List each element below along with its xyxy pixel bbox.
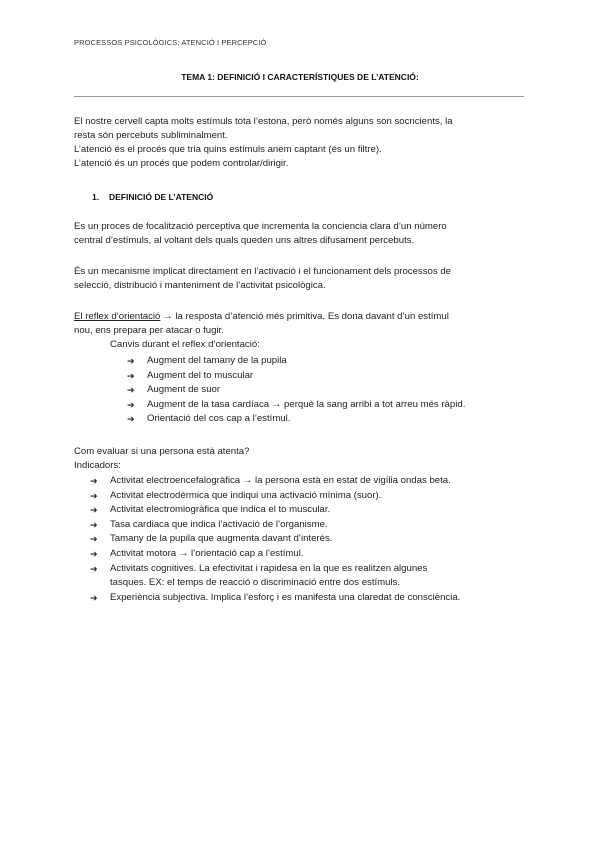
title-divider: [74, 96, 524, 97]
arrow-bullet-icon: ➔: [90, 490, 98, 501]
reflex-changes-list: [127, 354, 465, 427]
list-item: ➔ Activitat electroencefalogràfica → la persona està en estat de vigília ondas beta.: [90, 474, 460, 489]
section-number: 1.: [92, 192, 100, 202]
intro-line: L’atenció és un procés que podem controlar/dirigir.: [74, 158, 289, 169]
indicators-list: [90, 474, 460, 605]
evaluate-question: Com evaluar si una persona està atenta?: [74, 446, 250, 457]
definition-line: selecció, distribució i manteniment de l’activitat psicològica.: [74, 280, 326, 291]
list-item: ➔ Augment del tamany de la pupila: [127, 354, 465, 369]
list-item: ➔ Activitats cognitives. La efectivitat i rapidesa en la que es realitzen algunes tasques. EX: el temps de reacció o discriminació entre dos estímuls.: [90, 562, 460, 591]
reflex-changes-label: Canvis durant el reflex d’orientació:: [110, 339, 260, 350]
definition-line: És un mecanisme implicat directament en l’activació i el funcionament dels processos de: [74, 266, 451, 277]
reflex-term: El reflex d’orientació: [74, 311, 161, 322]
definition-paragraph-2: [74, 265, 534, 293]
arrow-bullet-icon: ➔: [90, 505, 98, 516]
intro-line: resta són percebuts subliminalment.: [74, 130, 228, 141]
reflex-line-2: nou, ens prepara per atacar o fugir.: [74, 325, 224, 336]
reflex-paragraph: [74, 310, 534, 352]
list-item: ➔ Augment de suor: [127, 383, 465, 398]
list-item: ➔ Activitat electrodèrmica que indiqui una activació mínima (suor).: [90, 489, 460, 504]
list-item: ➔ Augment de la tasa cardíaca → perquè la sang arribi a tot arreu més ràpid.: [127, 398, 465, 413]
section-title: DEFINICIÓ DE L’ATENCIÓ: [109, 192, 214, 202]
arrow-bullet-icon: ➔: [90, 592, 98, 603]
list-item: ➔ Experiència subjectiva. Implica l’esforç i es manifesta una claredat de consciència.: [90, 591, 460, 606]
list-item: ➔ Tasa cardiaca que indica l’activació de l’organisme.: [90, 518, 460, 533]
definition-paragraph-1: [74, 220, 534, 248]
section-heading: [92, 192, 213, 202]
chapter-title: TEMA 1: DEFINICIÓ I CARACTERÍSTIQUES DE L’ATENCIÓ:: [181, 72, 419, 82]
arrow-bullet-icon: ➔: [127, 414, 135, 425]
arrow-bullet-icon: ➔: [127, 385, 135, 396]
arrow-bullet-icon: ➔: [90, 548, 98, 559]
definition-line: Es un proces de focalització perceptiva que incrementa la conciencia clara d’un número: [74, 221, 447, 232]
running-header: PROCESSOS PSICOLÒGICS: ATENCIÓ I PERCEPCIÓ: [74, 38, 267, 47]
evaluate-paragraph: [74, 445, 534, 473]
arrow-bullet-icon: ➔: [127, 370, 135, 381]
list-item-continuation: tasques. EX: el temps de reacció o discriminació entre dos estímuls.: [110, 577, 401, 589]
arrow-bullet-icon: ➔: [127, 399, 135, 410]
list-item: ➔ Orientació del cos cap a l’estímul.: [127, 412, 465, 427]
list-item: ➔ Activitat electromiogràfica que indica el to muscular.: [90, 503, 460, 518]
reflex-definition: → la resposta d’atenció més primitiva. Es dona davant d’un estímul: [160, 311, 449, 322]
indicators-label: Indicadors:: [74, 460, 121, 471]
list-item: ➔ Activitat motora → l’orientació cap a l’estímul.: [90, 547, 460, 562]
arrow-bullet-icon: ➔: [90, 534, 98, 545]
arrow-bullet-icon: ➔: [127, 356, 135, 366]
intro-line: El nostre cervell capta molts estímuls tota l’estona, però només alguns son socncients, la: [74, 116, 453, 127]
arrow-bullet-icon: ➔: [90, 519, 98, 530]
intro-paragraph: [74, 115, 534, 171]
arrow-bullet-icon: ➔: [90, 563, 98, 574]
definition-line: central d’estímuls, al voltant dels quals queden uns altres difusament percebuts.: [74, 235, 415, 246]
reflex-line: [74, 310, 534, 324]
intro-line: L’atenció és el procés que tria quins estímuls anem captant (és un filtre).: [74, 144, 382, 155]
arrow-bullet-icon: ➔: [90, 476, 98, 486]
list-item: ➔ Tamany de la pupila que augmenta davant d’interès.: [90, 532, 460, 547]
list-item: ➔ Augment del to muscular: [127, 369, 465, 384]
